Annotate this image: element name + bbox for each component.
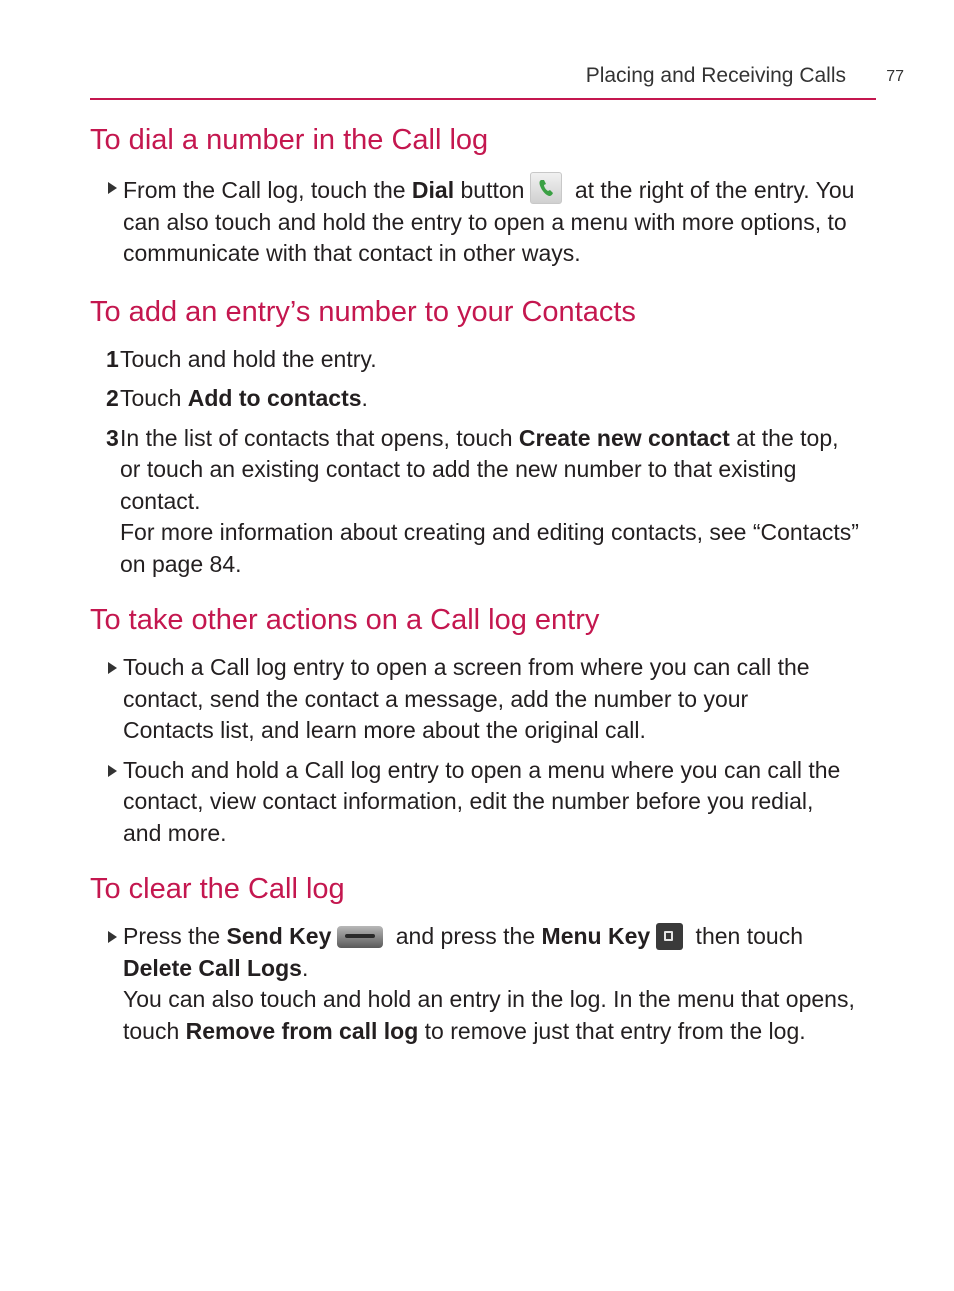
bullet-arrow-icon — [108, 765, 117, 777]
step-3: 3 In the list of contacts that opens, touch Create new contact at the top, or touch an existing contact to add the new number to that existing contact. — [106, 424, 839, 514]
page-header — [90, 62, 904, 100]
page-content — [90, 120, 870, 1047]
bullet-clear-log-more: You can also touch and hold an entry in the log. In the menu that opens, touch Remove from call log to remove just that entry from the log. — [123, 986, 855, 1044]
step-3-more-info: For more information about creating and editing contacts, see “Contacts” on page 84. — [120, 519, 859, 577]
step-number: 1 — [106, 345, 119, 372]
bullet-arrow-icon — [108, 662, 117, 674]
step-2: 2 Touch Add to contacts. — [90, 383, 870, 415]
step-1: 1 Touch and hold the entry. — [90, 344, 870, 376]
bullet-arrow-icon — [108, 931, 117, 943]
step-number: 2 — [106, 385, 119, 411]
phone-dial-icon — [530, 172, 562, 204]
heading-other-actions: To take other actions on a Call log entry — [90, 604, 600, 636]
bullet-dial: From the Call log, touch the Dial button at the right of the entry. You can also touch and hold the entry to open a menu with more options, to communicate with that contact in other ways. — [90, 172, 875, 270]
bullet-touch-hold-entry: Touch and hold a Call log entry to open a menu where you can call the contact, view contact information, edit the number before you redial, and more. — [90, 755, 845, 850]
heading-dial-from-call-log: To dial a number in the Call log — [90, 124, 489, 156]
bullet-touch-entry: Touch a Call log entry to open a screen from where you can call the contact, send the contact a message, add the number to your Contacts list, and learn more about the original call. — [90, 652, 845, 747]
step-number: 3 — [106, 424, 119, 451]
send-key-icon — [337, 926, 383, 948]
heading-add-to-contacts: To add an entry’s number to your Contacts — [90, 295, 636, 328]
dial-label: Dial — [411, 177, 455, 203]
bullet-clear-log: Press the Send Key and press the Menu Key then touch Delete Call Logs. — [90, 921, 863, 984]
running-title: Placing and Receiving Calls — [585, 64, 846, 87]
page-number: 77 — [886, 68, 904, 85]
bullet-arrow-icon — [108, 182, 117, 194]
heading-clear-call-log: To clear the Call log — [90, 873, 345, 905]
menu-key-icon — [656, 923, 683, 950]
